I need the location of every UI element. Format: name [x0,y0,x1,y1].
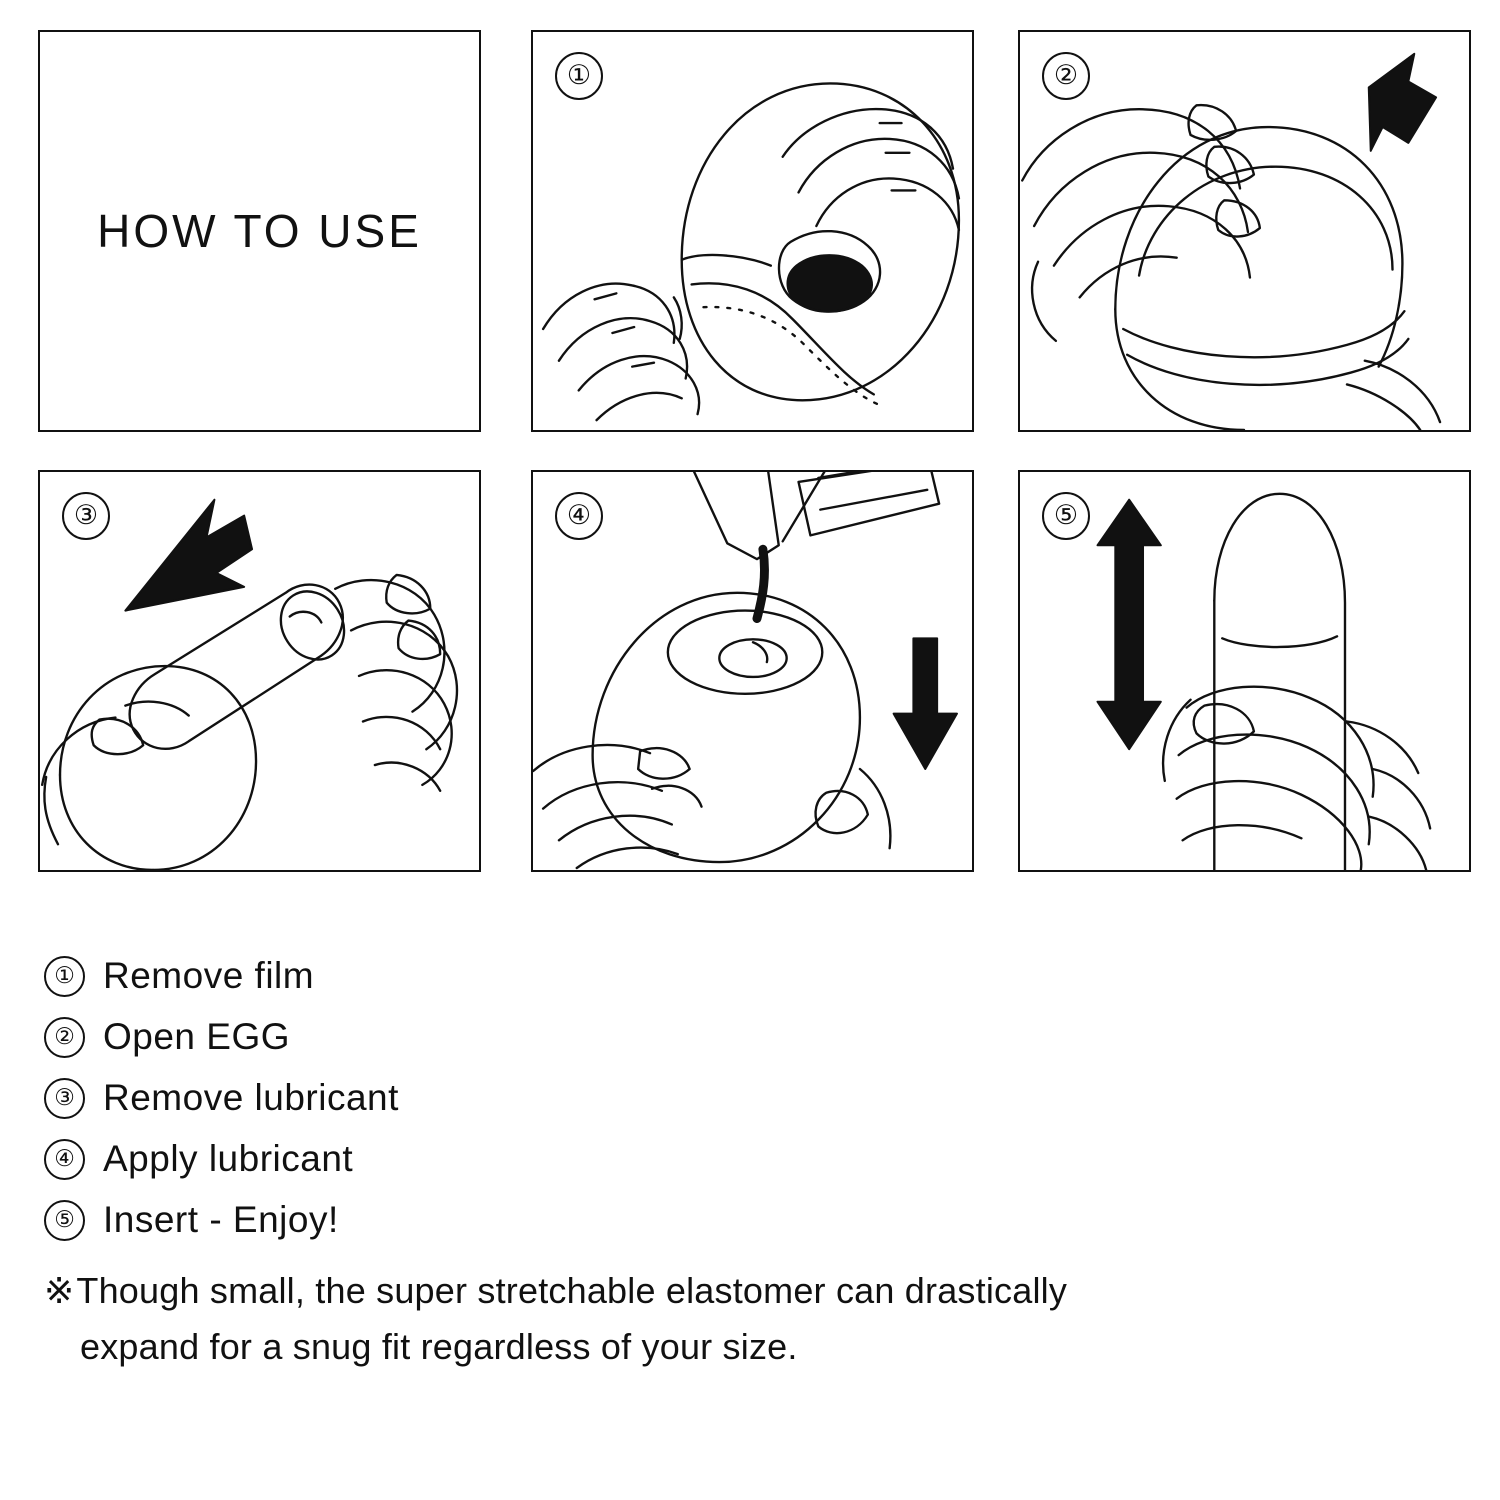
legend-item [44,1016,1464,1058]
remove-film-illustration [533,32,972,430]
footnote-line-1: Though small, the super stretchable elastomer can drastically [76,1270,1068,1311]
legend-item [44,1199,1464,1241]
legend-label-3: Remove lubricant [103,1077,399,1118]
legend-item [44,955,1464,997]
footnote-line-2: expand for a snug fit regardless of your size. [80,1325,798,1367]
legend-label-5: Insert - Enjoy! [103,1199,339,1240]
legend-number-1: ① [44,956,85,997]
panel-step-3 [38,470,481,872]
legend-item [44,1138,1464,1180]
open-egg-illustration [1020,32,1469,430]
panel-step-2 [1018,30,1471,432]
step-number-5: ⑤ [1042,492,1090,540]
panel-step-1 [531,30,974,432]
legend-number-5: ⑤ [44,1200,85,1241]
insert-enjoy-illustration [1020,472,1469,870]
legend-label-2: Open EGG [103,1016,291,1057]
footnote-mark: ※ [44,1270,75,1311]
panel-title [38,30,481,432]
step-number-4: ④ [555,492,603,540]
panel-step-5 [1018,470,1471,872]
legend-label-1: Remove film [103,955,315,996]
step-number-2: ② [1042,52,1090,100]
legend [44,955,1464,1375]
panel-step-4 [531,470,974,872]
remove-lubricant-illustration [40,472,479,870]
legend-label-4: Apply lubricant [103,1138,354,1179]
legend-number-3: ③ [44,1078,85,1119]
footnote [44,1263,1464,1375]
legend-number-4: ④ [44,1139,85,1180]
page-title: HOW TO USE [97,205,422,257]
step-number-1: ① [555,52,603,100]
legend-item [44,1077,1464,1119]
apply-lubricant-illustration [533,472,972,870]
legend-number-2: ② [44,1017,85,1058]
step-number-3: ③ [62,492,110,540]
